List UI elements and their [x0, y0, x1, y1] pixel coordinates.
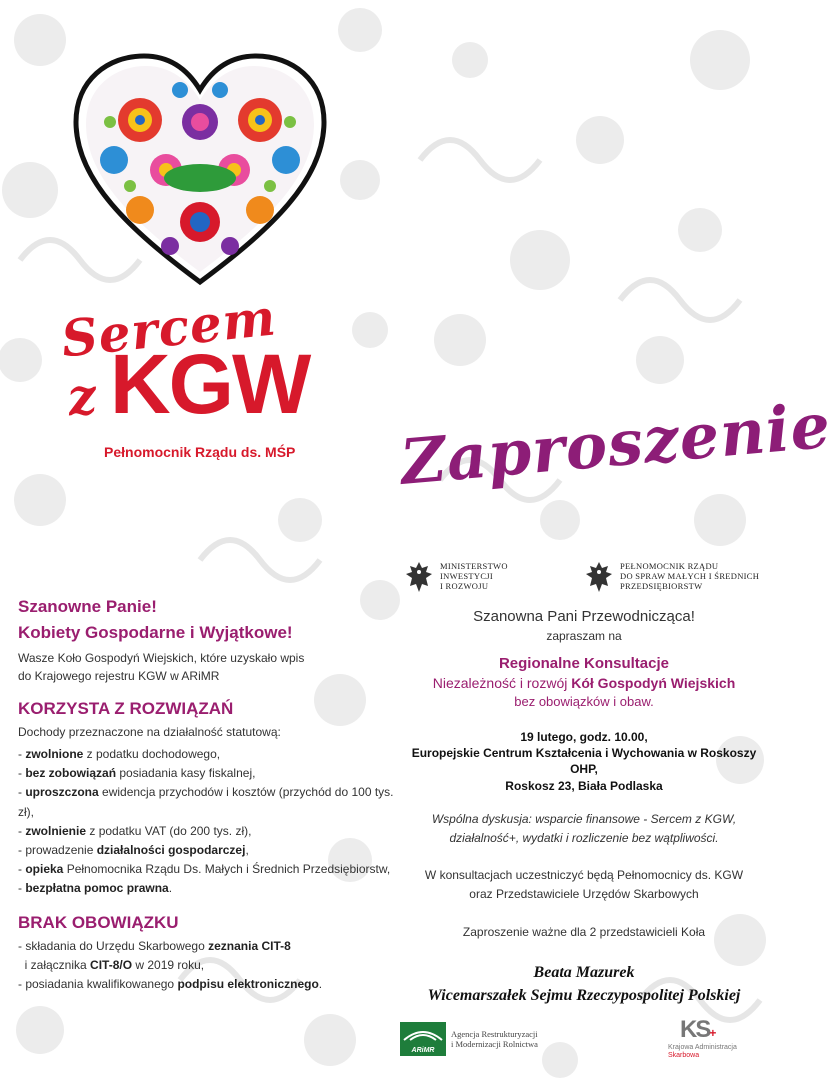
event-subtitle: Niezależność i rozwój Kół Gospodyń Wiejskich [432, 675, 736, 691]
logo-subtitle: Pełnomocnik Rządu ds. MŚP [104, 444, 296, 460]
kas-logo: KS+ Krajowa Administracja Skarbowa [668, 1016, 758, 1061]
folk-heart-illustration [70, 50, 330, 290]
polish-eagle-icon [584, 560, 614, 594]
list-item: - bezpłatna pomoc prawna. [18, 881, 173, 896]
list-item: i załącznika CIT-8/O w 2019 roku, [18, 957, 205, 972]
event-date-location: 19 lutego, godz. 10.00, Europejskie Centrum Kształcenia i Wychowania w Roskoszy OHP, Roskosz 23, Biała Podlaska [411, 730, 757, 793]
intro-line-2: do Krajowego rejestru KGW w ARiMR [18, 669, 220, 683]
salutation: Szanowna Pani Przewodnicząca! [473, 608, 695, 625]
logo-kgw-text: KGW [110, 337, 310, 431]
logo-script-text: Sercem z [58, 287, 279, 428]
invitation-title: Zaproszenie [397, 388, 834, 499]
list-item: - składania do Urzędu Skarbowego zeznania CIT-8 [18, 938, 291, 953]
list-item: - zwolnienie z podatku VAT (do 200 tys. zł), [18, 823, 252, 838]
invite-line: zapraszam na [546, 629, 622, 643]
signature [404, 961, 764, 1007]
discussion-text: Wspólna dyskusja: wsparcie finansowe - Sercem z KGW, działalność+, wydatki i rozliczenie bez wątpliwości. [431, 811, 737, 845]
signature-name: Beata Mazurek [533, 963, 635, 981]
right-column [404, 608, 764, 1007]
event-tagline: bez obowiązków i obaw. [514, 694, 654, 709]
benefits-heading: KORZYSTA Z ROZWIĄZAŃ [18, 699, 234, 718]
greeting-1: Szanowne Panie! [18, 597, 157, 616]
arimr-logo: ARiMR Agencja Restrukturyzacji i Modernizacji Rolnictwa [400, 1022, 538, 1056]
left-column [18, 594, 398, 994]
obligations-list [18, 937, 398, 995]
ministry-logos [404, 560, 764, 596]
list-item: - uproszczona ewidencja przychodów i kosztów (przychód do 100 tys. zł), [18, 785, 394, 819]
list-item: - prowadzenie działalności gospodarczej, [18, 842, 249, 857]
validity-text: Zaproszenie ważne dla 2 przedstawicieli Koła [462, 924, 706, 939]
intro-text [18, 649, 398, 685]
arimr-emblem: ARiMR [400, 1022, 446, 1056]
participants-text: W konsultacjach uczestniczyć będą Pełnomocnicy ds. KGW oraz Przedstawiciele Urzędów Skarbowych [424, 868, 744, 902]
sme-plenipotentiary-logo: PEŁNOMOCNIK RZĄDU DO SPRAW MAŁYCH I ŚREDNICH PRZEDSIĘBIORSTW [584, 560, 759, 594]
list-item: - posiadania kwalifikowanego podpisu elektronicznego. [18, 976, 323, 991]
list-item: - zwolnione z podatku dochodowego, [18, 747, 221, 761]
greeting-2: Kobiety Gospodarne i Wyjątkowe! [18, 622, 293, 642]
signature-title: Wicemarszałek Sejmu Rzeczypospolitej Polskiej [427, 986, 741, 1004]
polish-eagle-icon [404, 560, 434, 594]
event-title: Regionalne Konsultacje [498, 655, 670, 672]
kas-emblem: KS+ [680, 1016, 715, 1043]
intro-line-1: Wasze Koło Gospodyń Wiejskich, które uzyskało wpis [18, 651, 305, 665]
benefits-list [18, 745, 398, 899]
obligation-heading: BRAK OBOWIĄZKU [18, 912, 179, 932]
ministry-investment-logo: MINISTERSTWO INWESTYCJI I ROZWOJU [404, 560, 508, 594]
list-item: - opieka Pełnomocnika Rządu Ds. Małych i Średnich Przedsiębiorstw, [18, 862, 391, 877]
list-item: - bez zobowiązań posiadania kasy fiskalnej, [18, 766, 256, 781]
benefits-intro: Dochody przeznaczone na działalność statutową: [18, 725, 281, 739]
